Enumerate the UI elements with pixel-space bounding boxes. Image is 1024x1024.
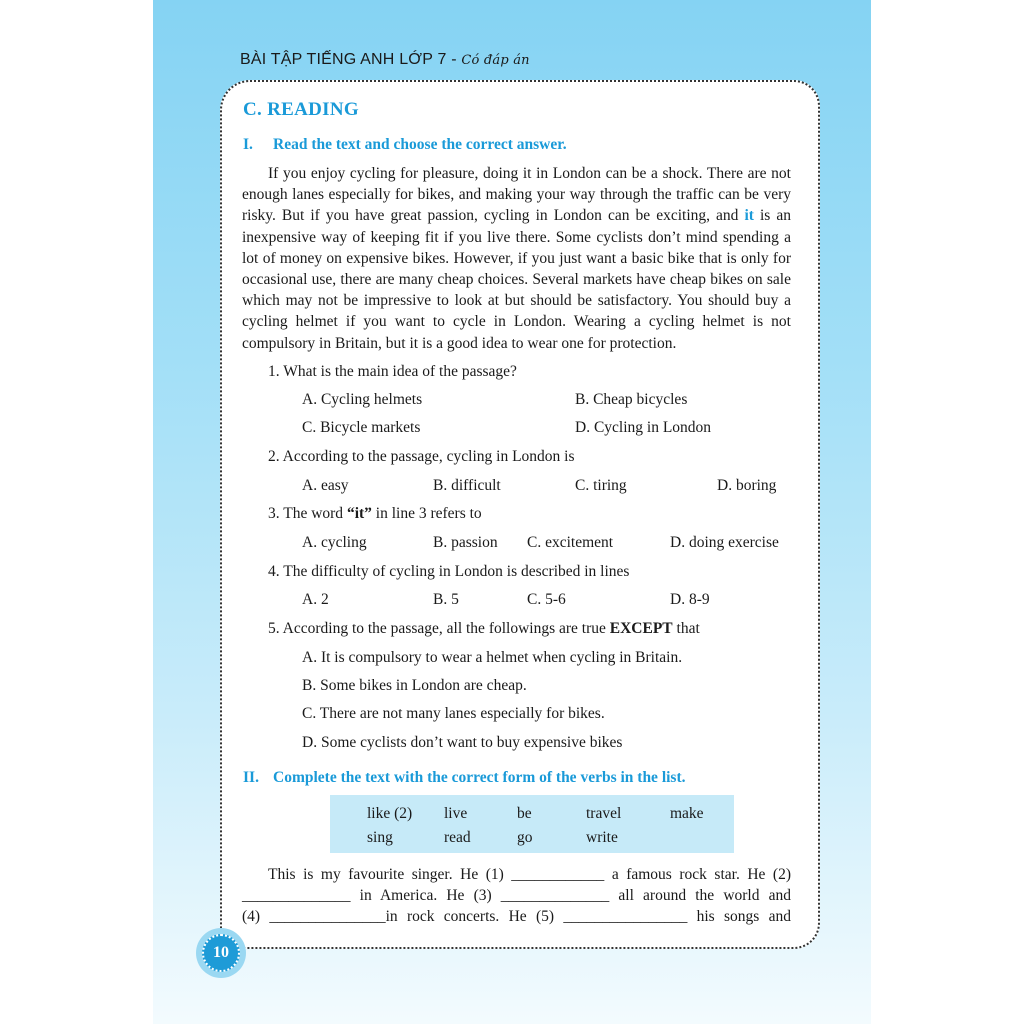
q3-option-a[interactable]: A. cycling [302, 534, 367, 551]
question-5-stem [268, 620, 700, 638]
q4-option-a[interactable]: A. 2 [302, 591, 329, 608]
passage-text-after: is an inexpensive way of keeping fit if you live there. Some cyclists don’t mind spending a lot of money on expensive bikes. However, if you just want a basic bike that is only for occasional use, there are many cheap choices. Several markets have cheap bikes on sale which may not be impressive to look at but should be satisfactory. You should buy a cycling helmet if you want to cycle in London. Wearing a cycling helmet is not compulsory in Britain, but it is a good idea to wear one for protection. [242, 207, 791, 352]
q1-option-b[interactable]: B. Cheap bicycles [575, 391, 688, 408]
reading-passage [242, 163, 791, 354]
verb-item: read [444, 829, 471, 846]
q4-option-d[interactable]: D. 8-9 [670, 591, 710, 608]
question-1-stem: 1. What is the main idea of the passage? [268, 363, 517, 380]
q5-option-b[interactable]: B. Some bikes in London are cheap. [302, 677, 527, 694]
q3-stem-pre: 3. The word [268, 505, 347, 522]
fill-line-1: This is my favourite singer. He (1) ____________ a famous rock star. He (2) [268, 866, 791, 883]
verb-item: write [586, 829, 618, 846]
q2-option-d[interactable]: D. boring [717, 477, 777, 494]
part2-numeral: II. [243, 769, 259, 786]
q5-stem-bold: EXCEPT [609, 620, 673, 637]
q3-stem-post: in line 3 refers to [371, 505, 482, 522]
q2-option-b[interactable]: B. difficult [433, 477, 501, 494]
passage-highlight: it [744, 207, 754, 225]
question-3-stem [268, 505, 482, 523]
q3-option-d[interactable]: D. doing exercise [670, 534, 779, 551]
q5-option-a[interactable]: A. It is compulsory to wear a helmet when cycling in Britain. [302, 649, 683, 666]
fill-in-passage [242, 864, 791, 928]
q1-option-d[interactable]: D. Cycling in London [575, 419, 712, 436]
part1-numeral: I. [243, 136, 253, 153]
q3-stem-bold: “it” [346, 505, 372, 522]
q4-option-c[interactable]: C. 5-6 [527, 591, 566, 608]
q1-option-c[interactable]: C. Bicycle markets [302, 419, 421, 436]
question-2-stem: 2. According to the passage, cycling in London is [268, 448, 575, 465]
part2-instruction: Complete the text with the correct form of the verbs in the list. [273, 769, 686, 786]
page-number: 10 [202, 934, 240, 972]
fill-line-2: ______________ in America. He (3) ______________ all around the world and [242, 887, 791, 905]
verb-item: go [517, 829, 533, 846]
verb-item: travel [586, 805, 622, 822]
verb-item: live [444, 805, 468, 822]
q5-stem-post: that [672, 620, 700, 637]
q2-option-a[interactable]: A. easy [302, 477, 349, 494]
q3-option-c[interactable]: C. excitement [527, 534, 614, 551]
verb-item: like (2) [367, 805, 413, 822]
q2-option-c[interactable]: C. tiring [575, 477, 627, 494]
running-header [240, 51, 530, 69]
fill-line-3: (4) _______________in rock concerts. He (5) ________________ his songs and [242, 908, 791, 926]
header-subtitle: Có đáp án [461, 53, 530, 68]
verb-item: be [517, 805, 532, 822]
section-title: C. READING [243, 99, 359, 120]
q1-option-a[interactable]: A. Cycling helmets [302, 391, 423, 408]
header-title: BÀI TẬP TIẾNG ANH LỚP 7 - [240, 51, 462, 68]
q3-option-b[interactable]: B. passion [433, 534, 498, 551]
page-number-badge [196, 928, 246, 978]
passage-text-before: If you enjoy cycling for pleasure, doing it in London can be a shock. There are not enough lanes especially for bikes, and making your way through the traffic can be very risky. But if you have great passion, cycling in London can be exciting, and [242, 165, 791, 225]
verb-item: make [670, 805, 704, 822]
q5-stem-pre: 5. According to the passage, all the followings are true [268, 620, 610, 637]
verb-item: sing [367, 829, 393, 846]
q4-option-b[interactable]: B. 5 [433, 591, 459, 608]
part1-instruction: Read the text and choose the correct answer. [273, 136, 567, 153]
q5-option-d[interactable]: D. Some cyclists don’t want to buy expensive bikes [302, 734, 623, 751]
question-4-stem: 4. The difficulty of cycling in London is described in lines [268, 563, 630, 580]
q5-option-c[interactable]: C. There are not many lanes especially for bikes. [302, 705, 605, 722]
